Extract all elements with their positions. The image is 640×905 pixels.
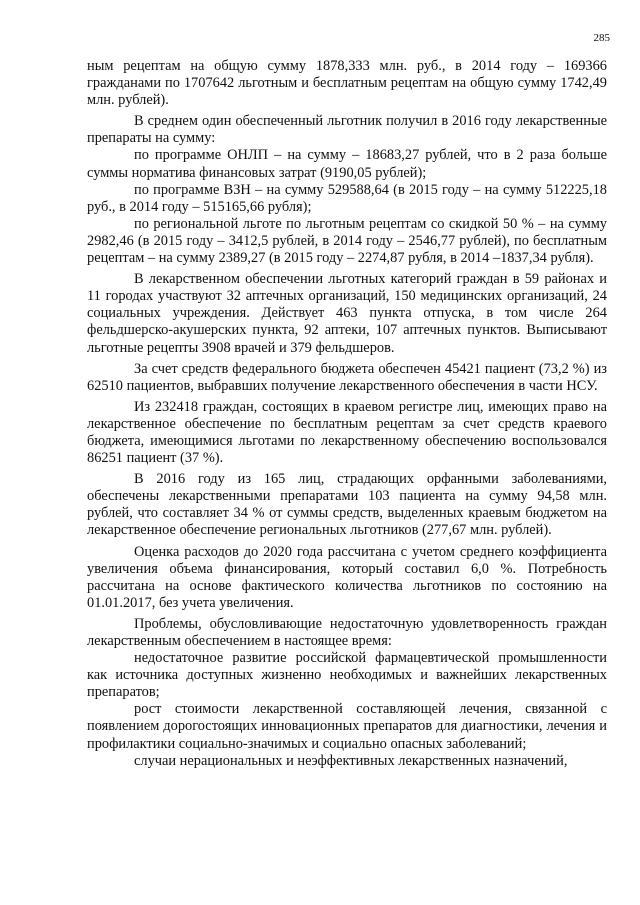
paragraph-regional-benefit: по региональной льготе по льготным рецептам со скидкой 50 % – на сумму 2982,46 (в 2015 году – 3412,5 рублей, в 2014 году – 2546,77 рублей), по бесплатным рецептам – на сумму 2389,27 (в 2015 году – 2274,87 рубля, в 2014 –1837,34 рубля). xyxy=(87,215,607,267)
paragraph-cost-estimate: Оценка расходов до 2020 года рассчитана с учетом среднего коэффициента увеличения объема финансирования, который составил 6,0 %. Потребность рассчитана на основе фактического количества льготников по состоянию на 01.01.2017, без учета увеличения. xyxy=(87,543,607,611)
paragraph-continuation: ным рецептам на общую сумму 1878,333 млн. руб., в 2014 году – 169366 гражданами по 1707642 льготным и бесплатным рецептам на общую сумму 1742,49 млн. рублей). xyxy=(87,58,607,109)
paragraph-orphan-diseases: В 2016 году из 165 лиц, страдающих орфанными заболеваниями, обеспечены лекарственными препаратами 103 пациента на сумму 94,58 млн. рублей, что составляет 34 % от суммы средств, выделенных краевым бюджетом на лекарственное обеспечение региональных льготников (277,67 млн. рублей). xyxy=(87,471,607,539)
paragraph-onlp: по программе ОНЛП – на сумму – 18683,27 рублей, что в 2 раза больше суммы норматива финансовых затрат (9190,05 рублей); xyxy=(87,147,607,181)
paragraph-vzn: по программе ВЗН – на сумму 529588,64 (в 2015 году – на сумму 512225,18 руб., в 2014 году – 515165,66 рубля); xyxy=(87,181,607,215)
paragraph-pharmacy-organizations: В лекарственном обеспечении льготных категорий граждан в 59 районах и 11 городах участвуют 32 аптечных организаций, 150 медицинских организаций, 24 социальных учреждения. Действует 463 пункта отпуска, в том числе 264 фельдшерско-акушерских пункта, 92 аптеки, 107 аптечных пунктов. Выписывают льготные рецепты 3908 врачей и 379 фельдшеров. xyxy=(87,271,607,356)
paragraph-regional-register: Из 232418 граждан, состоящих в краевом регистре лиц, имеющих право на лекарственное обеспечение по бесплатным рецептам за счет средств краевого бюджета, имеющимися льготами по лекарственному обеспечению воспользовался 86251 пациент (37 %). xyxy=(87,398,607,467)
paragraph-problem-irrational: случаи нерациональных и неэффективных лекарственных назначений, xyxy=(134,752,568,769)
paragraph-average-beneficiary: В среднем один обеспеченный льготник получил в 2016 году лекарственные препараты на сумму: xyxy=(87,113,607,147)
paragraph-federal-budget: За счет средств федерального бюджета обеспечен 45421 пациент (73,2 %) из 62510 пациентов, выбравших получение лекарственного обеспечения в части НСУ. xyxy=(87,360,607,394)
paragraph-problem-cost-growth: рост стоимости лекарственной составляющей лечения, связанной с появлением дорогостоящих инновационных препаратов для диагностики, лечения и профилактики социально-значимых и социально опасных заболеваний; xyxy=(87,701,607,752)
paragraph-problem-industry: недостаточное развитие российской фармацевтической промышленности как источника доступных жизненно необходимых и важнейших лекарственных препаратов; xyxy=(87,650,607,701)
document-body xyxy=(87,58,607,770)
paragraph-problems-intro: Проблемы, обусловливающие недостаточную удовлетворенность граждан лекарственным обеспечением в настоящее время: xyxy=(87,615,607,649)
page-number: 285 xyxy=(593,32,610,44)
